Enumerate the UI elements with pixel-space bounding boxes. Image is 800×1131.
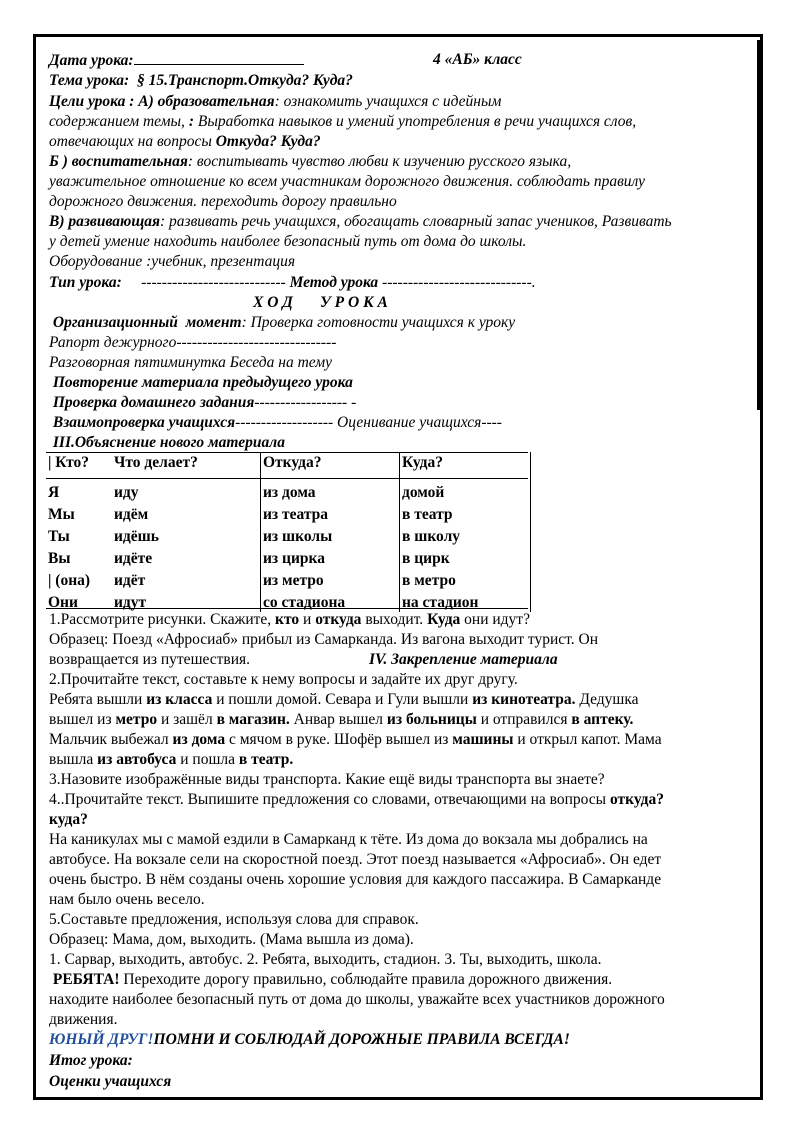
homework-line: Проверка домашнего задания------------------ - (49, 394, 357, 411)
topic-line: Тема урока: § 15.Транспорт.Откуда? Куда? (49, 72, 353, 89)
kids-appeal: РЕБЯТА! Переходите дорогу правильно, соблюдайте правила дорожного движения. (49, 971, 613, 988)
new-material-heading: III.Объяснение нового материала (49, 434, 285, 451)
task-4-text3: очень быстро. В нём созданы очень хорошие условия для каждого пассажира. В Самарканде (49, 871, 662, 888)
lesson-type-line: Тип урока: ---------------------------- Метод урока -----------------------------. (49, 274, 536, 291)
header-cell: Куда? (400, 452, 531, 480)
kids-appeal-line3: движения. (49, 1011, 118, 1028)
task-2-text-line3: Мальчик выбежал из дома с мячом в руке. Шофёр вышел из машины и открыл капот. Мама (49, 731, 662, 748)
task-5: 5.Составьте предложения, используя слова для справок. (49, 911, 419, 928)
pronoun-verb-table (46, 452, 531, 612)
goal-a-line: Цели урока : А) образовательная: ознакомить учащихся с идейным (49, 93, 502, 110)
task-1: 1.Рассмотрите рисунки. Скажите, кто и откуда выходит. Куда они идут? (49, 611, 530, 628)
goal-c-line: В) развивающая: развивать речь учащихся, обогащать словарный запас учеников, Развивать (49, 213, 672, 230)
task-4-text1: На каникулах мы с мамой ездили в Самарканд к тёте. Из дома до вокзала мы добрались на (49, 831, 648, 848)
kids-appeal-line2: находите наиболее безопасный путь от дома до школы, уважайте всех участников дорожного (49, 991, 665, 1008)
table-row: Мы идём из театра в театр (46, 502, 531, 524)
date-blank (134, 50, 304, 65)
course-title: Х О Д У Р О К А (253, 294, 388, 311)
goal-a-line3: отвечающих на вопросы Откуда? Куда? (49, 133, 321, 150)
task-2-text-line4: вышла из автобуса и пошла в театр. (49, 751, 294, 768)
topic-value: § 15.Транспорт.Откуда? Куда? (136, 72, 353, 89)
goal-c-line2: у детей умение находить наиболее безопасный путь от дома до школы. (49, 233, 527, 250)
task-4: 4..Прочитайте текст. Выпишите предложения со словами, отвечающими на вопросы откуда? (49, 791, 664, 808)
consolidation-heading: IV. Закрепление материала (369, 651, 558, 668)
header-cell: Что делает? (112, 452, 261, 480)
table-row: Ты идёшь из школы в школу (46, 524, 531, 546)
task-2-text-line1: Ребята вышли из класса и пошли домой. Севара и Гули вышли из кинотеатра. Дедушка (49, 691, 639, 708)
student-grades: Оценки учащихся (49, 1073, 172, 1090)
goal-b-line3: дорожного движения. переходить дорогу правильно (49, 193, 397, 210)
duty-report: Рапорт дежурного------------------------------- (49, 334, 337, 351)
task-4-line2: куда? (49, 811, 88, 828)
table-row: Я иду из дома домой (46, 480, 531, 502)
date-line (49, 50, 304, 71)
sample-1: Образец: Поезд «Афросиаб» прибыл из Самарканда. Из вагона выходит турист. Он (49, 631, 598, 648)
young-friend-line: ЮНЫЙ ДРУГ!ПОМНИ И СОБЛЮДАЙ ДОРОЖНЫЕ ПРАВИЛА ВСЕГДА! (49, 1031, 570, 1048)
table-header-row (46, 452, 531, 480)
task-2-text-line2: вышел из метро и зашёл в магазин. Анвар вышел из больницы и отправился в аптеку. (49, 711, 634, 728)
goal-b-line: Б ) воспитательная: воспитывать чувство любви к изучению русского языка, (49, 153, 572, 170)
lesson-summary: Итог урока: (49, 1052, 133, 1069)
mutual-check-line: Взаимопроверка учащихся------------------- Оценивание учащихся---- (49, 414, 502, 431)
goal-a-line2: содержанием темы, : Выработка навыков и умений употребления в речи учащихся слов, (49, 113, 637, 130)
goal-b-line2: уважительное отношение ко всем участникам дорожного движения. соблюдать правилу (49, 173, 645, 190)
table-row: | (она) идёт из метро в метро (46, 568, 531, 590)
task-3: 3.Назовите изображённые виды транспорта. Какие ещё виды транспорта вы знаете? (49, 771, 605, 788)
task-4-text4: нам было очень весело. (49, 891, 205, 908)
repeat-material: Повторение материала предыдущего урока (49, 374, 353, 391)
task-4-text2: автобусе. На вокзале сели на скоростной поезд. Этот поезд называется «Афросиаб». Он едет (49, 851, 662, 868)
task-5-items: 1. Сарвар, выходить, автобус. 2. Ребята, выходить, стадион. 3. Ты, выходить, школа. (49, 951, 602, 968)
date-label: Дата урока: (49, 52, 134, 69)
equipment: Оборудование :учебник, презентация (49, 253, 296, 270)
table-bottom-rule (46, 608, 528, 609)
header-cell: | Кто? (48, 454, 90, 471)
header-cell: Откуда? (261, 452, 400, 480)
sample-5: Образец: Мама, дом, выходить. (Мама вышла из дома). (49, 931, 414, 948)
border-thick-segment (757, 40, 761, 410)
task-2: 2.Прочитайте текст, составьте к нему вопросы и задайте их друг другу. (49, 671, 518, 688)
table-row: Вы идёте из цирка в цирк (46, 546, 531, 568)
table-row: Они идут со стадиона на стадион (46, 590, 531, 612)
sample-1-line2: возвращается из путешествия. (49, 651, 251, 668)
warmup: Разговорная пятиминутка Беседа на тему (49, 354, 333, 371)
class-label: 4 «АБ» класс (433, 51, 522, 68)
org-moment-line: Организационный момент: Проверка готовности учащихся к уроку (49, 314, 516, 331)
